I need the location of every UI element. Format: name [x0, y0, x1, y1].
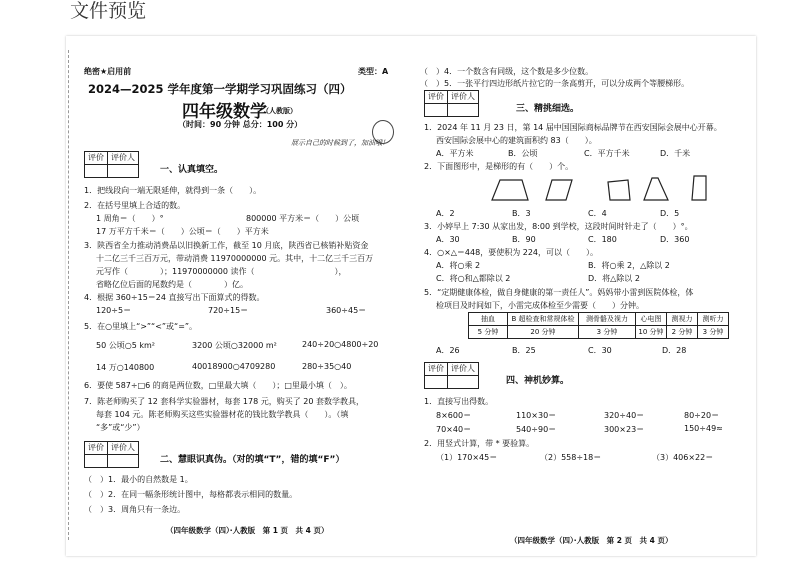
section-3-title: 三、精挑细选。 — [516, 104, 580, 114]
q7a: 7．陈老师购买了 12 套科学实验器材，每套 178 元，购买了 20 套数学教具， — [84, 397, 364, 406]
judge-3: （ ）3．周角只有一条边。 — [84, 505, 186, 514]
judge-4: （ ）4．一个数含有同级，这个数是多少位数。 — [420, 67, 594, 76]
subject-title: 四年级数学 — [182, 102, 267, 122]
choice-2-opt-a: A．2 — [436, 209, 455, 218]
table-header-2: B 超检查和常规体检 — [508, 313, 578, 326]
calc-1-r2-b: 540÷90＝ — [516, 425, 557, 434]
calc-1-title: 1．直接写出得数。 — [424, 397, 494, 406]
q5-r2-b: 40018900○4709280 — [192, 362, 276, 371]
score-header: 评价 — [425, 91, 447, 104]
choice-5-opt-c: C．30 — [588, 346, 612, 355]
q3c: 元写作（ ）；11970000000 读作（ ）， — [96, 267, 347, 276]
q5-r1-a: 50 公顷○5 km² — [96, 341, 155, 350]
q4a: 120÷5＝ — [96, 306, 132, 315]
score-box-4 — [424, 362, 479, 389]
choice-3: 3．小婷早上 7:30 从家出发，8:00 到学校，这段时间时针走了（ ）°。 — [424, 222, 693, 231]
q2: 2．在括号里填上合适的数。 — [84, 201, 186, 210]
q5: 5．在○里填上“>”“<”或“=”。 — [84, 322, 198, 331]
grader-header: 评价人 — [108, 442, 138, 455]
calc-2-b: （2）558÷18＝ — [540, 453, 602, 462]
q5-r2-a: 14 万○140800 — [96, 363, 155, 372]
table-value-4: 10 分钟 — [638, 328, 664, 336]
q6: 6．要使 587÷□6 的商是两位数，□里最大填（ ）；□里最小填（ ）。 — [84, 381, 352, 390]
q2a: 1 周角＝（ ）° — [96, 214, 164, 223]
exam-title: 2024—2025 学年度第一学期学习巩固练习（四） — [88, 82, 352, 96]
footer-page-1: （四年级数学（四）·人教版 第 1 页 共 4 页） — [166, 526, 329, 535]
choice-4-opt-c: C．将○和△都除以 2 — [436, 274, 511, 283]
score-header: 评价 — [85, 152, 107, 165]
choice-3-opt-c: C．180 — [588, 235, 617, 244]
choice-3-opt-a: A．30 — [436, 235, 460, 244]
q3d: 省略亿位后面的尾数约是（ ）亿。 — [96, 280, 248, 289]
footer-page-2: （四年级数学（四）·人教版 第 2 页 共 4 页） — [510, 536, 673, 545]
slogan-label: 展示自己的时候到了，加油哦！ — [291, 139, 389, 147]
table-header-1: 抽血 — [469, 313, 507, 326]
grader-header: 评价人 — [448, 363, 478, 376]
calc-1-r2-d: 150÷49≈ — [684, 424, 723, 433]
table-header-4: 心电图 — [636, 313, 666, 326]
judge-1: （ ）1．最小的自然数是 1。 — [84, 475, 193, 484]
choice-1-opt-d: D．千米 — [660, 149, 691, 158]
table-value-6: 3 分钟 — [702, 328, 724, 336]
judge-2: （ ）2．在同一幅条形统计图中，每格都表示相同的数量。 — [84, 490, 298, 499]
shape-trapezoid-2 — [546, 180, 572, 200]
choice-5b: 检项目及时间如下，小雷完成体检至少需要（ ）分钟。 — [436, 301, 644, 310]
calc-1-r1-b: 110×30＝ — [516, 411, 557, 420]
shape-figures — [430, 172, 730, 206]
choice-4-opt-a: A．将○乘 2 — [436, 261, 481, 270]
calc-2-a: （1）170×45＝ — [436, 453, 498, 462]
table-value-2: 20 分钟 — [530, 328, 556, 336]
q5-r2-c: 280÷35○40 — [302, 362, 352, 371]
calc-1-r2-c: 300×23＝ — [604, 425, 645, 434]
time-score: （时间：90 分钟 总分：100 分） — [178, 120, 303, 129]
exam-time-table — [468, 312, 729, 339]
shape-trapezoid-4 — [644, 178, 668, 200]
q5-r1-c: 240÷20○4800÷20 — [302, 340, 379, 349]
calc-2-c: （3）406×22＝ — [652, 453, 714, 462]
q3a: 3．陕西省全力推动消费品以旧换新工作，截至 10 月底，陕西省已核销补贴资金 — [84, 241, 369, 250]
grader-header: 评价人 — [108, 152, 138, 165]
choice-2-opt-b: B．3 — [512, 209, 531, 218]
section-1-title: 一、认真填空。 — [160, 165, 224, 175]
table-value-3: 3 分钟 — [596, 328, 618, 336]
choice-2-opt-d: D．5 — [660, 209, 680, 218]
table-value-5: 2 分钟 — [671, 328, 693, 336]
score-header: 评价 — [85, 442, 107, 455]
choice-2: 2．下面图形中，是梯形的有（ ）个。 — [424, 162, 574, 171]
section-4-title: 四、神机妙算。 — [506, 376, 570, 386]
calc-1-r1-d: 80÷20＝ — [684, 411, 720, 420]
q7c: “多”或“少”） — [96, 423, 145, 432]
choice-1-opt-a: A．平方米 — [436, 149, 474, 158]
table-value-1: 5 分钟 — [477, 328, 499, 336]
choice-3-opt-d: D．360 — [660, 235, 690, 244]
table-header-6: 测听力 — [698, 313, 728, 326]
choice-2-opt-c: C．4 — [588, 209, 607, 218]
q5-r1-b: 3200 公顷○32000 m² — [192, 341, 277, 350]
choice-3-opt-b: B．90 — [512, 235, 536, 244]
choice-5-opt-b: B．25 — [512, 346, 536, 355]
q4b: 720÷15＝ — [208, 306, 249, 315]
score-box-3 — [424, 90, 479, 117]
calc-1-r1-a: 8×600＝ — [436, 411, 472, 420]
choice-1-opt-b: B．公顷 — [508, 149, 538, 158]
shape-trapezoid-1 — [492, 180, 528, 200]
score-box-2 — [84, 441, 139, 468]
shape-quad-3 — [608, 180, 630, 200]
type-label: 类型：A — [358, 67, 389, 76]
choice-1a: 1．2024 年 11 月 23 日，第 14 届中国国际商标品牌节在西安国际会展中心开幕。 — [424, 123, 722, 132]
binding-line — [68, 50, 75, 540]
calc-2-title: 2．用竖式计算，带 * 要验算。 — [424, 439, 535, 448]
edition-label: （人教版） — [262, 107, 297, 115]
choice-5-opt-d: D．28 — [662, 346, 687, 355]
preview-title: 文件预览 — [70, 0, 147, 22]
choice-4: 4．○×△＝448，要使积为 224，可以（ ）。 — [424, 248, 599, 257]
q2c: 17 万平方千米＝（ ）公顷＝（ ）平方米 — [96, 227, 269, 236]
q2b: 800000 平方米＝（ ）公顷 — [246, 214, 360, 223]
calc-1-r1-c: 320÷40＝ — [604, 411, 645, 420]
choice-1b: 西安国际会展中心的建筑面积约 83（ ）。 — [436, 136, 597, 145]
calc-1-r2-a: 70×40＝ — [436, 425, 472, 434]
score-header: 评价 — [425, 363, 447, 376]
secret-label: 绝密★启用前 — [84, 67, 132, 76]
q1: 1．把线段向一端无限延伸，就得到一条（ ）。 — [84, 186, 262, 195]
judge-5: （ ）5．一张平行四边形纸片拉它的一条高剪开，可以分成两个等腰梯形。 — [420, 79, 690, 88]
shape-trapezoid-5 — [692, 176, 706, 200]
choice-4-opt-b: B．将○乘 2，△除以 2 — [588, 261, 670, 270]
q4: 4．根据 360÷15＝24 直接写出下面算式的得数。 — [84, 293, 265, 302]
q3b: 十二亿三千三百万元，带动消费 11970000000 元。其中，十二亿三千三百万 — [96, 254, 374, 263]
table-header-5: 测视力 — [667, 313, 697, 326]
table-header-3: 测骨骼及视力 — [579, 313, 635, 326]
choice-1-opt-c: C．平方千米 — [584, 149, 630, 158]
grader-header: 评价人 — [448, 91, 478, 104]
q4c: 360÷45＝ — [326, 306, 367, 315]
q7b: 每套 104 元。陈老师购买这些实验器材花的钱比数学教具（ ）。（填 — [96, 410, 349, 419]
score-box-1 — [84, 151, 139, 178]
choice-5-opt-a: A．26 — [436, 346, 460, 355]
choice-4-opt-d: D．将△除以 2 — [588, 274, 640, 283]
section-2-title: 二、慧眼识真伪。（对的填“T”，错的填“F”） — [160, 455, 345, 465]
choice-5a: 5．“定期健康体检，做自身健康的第一责任人”。妈妈带小雷到医院体检，体 — [424, 288, 694, 297]
